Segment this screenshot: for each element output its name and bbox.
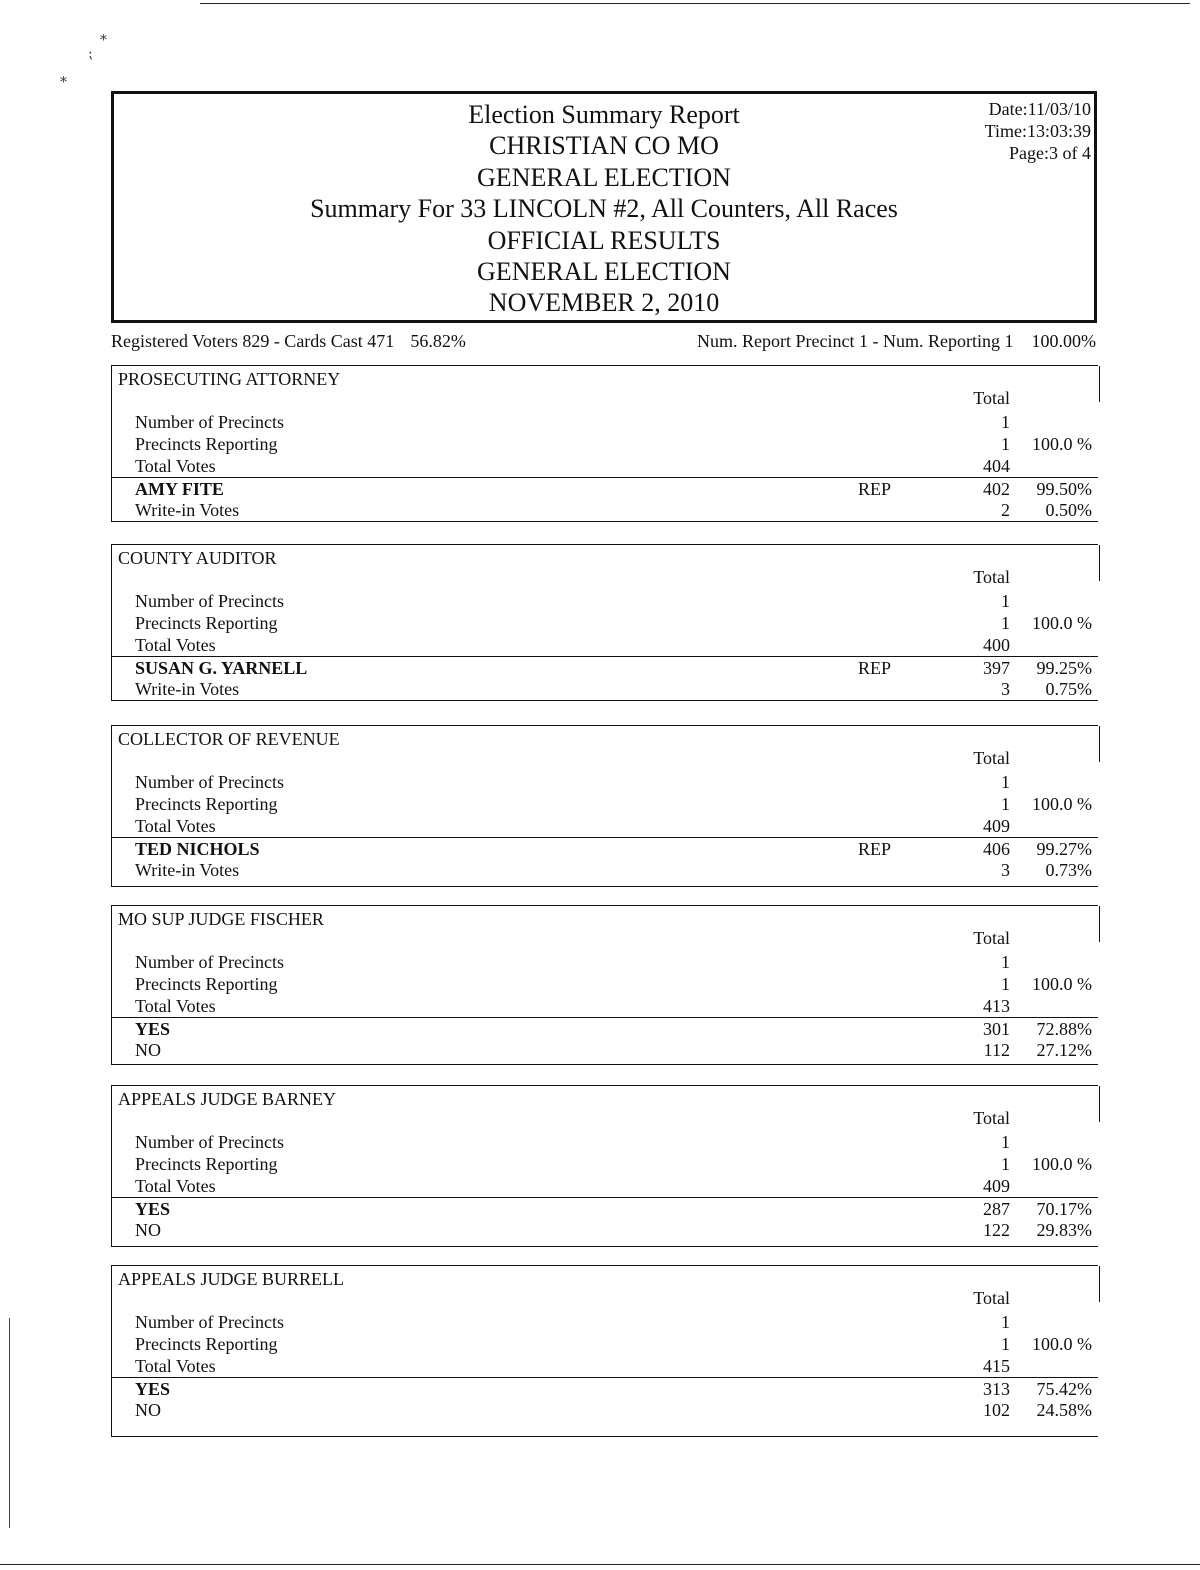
total-votes-label: Total Votes: [135, 996, 216, 1016]
total-votes-label: Total Votes: [135, 456, 216, 476]
precinct-count-label: Number of Precincts: [135, 412, 284, 432]
choice-name: AMY FITE: [135, 479, 224, 499]
choice-row: [112, 837, 1098, 860]
precinct-count-row: [112, 590, 1098, 612]
choice-row: [112, 1197, 1098, 1220]
total-votes: 415: [983, 1356, 1010, 1376]
choice-votes: 402: [983, 479, 1010, 499]
race-title: PROSECUTING ATTORNEY: [118, 369, 341, 389]
race-box-right-edge: [1099, 1266, 1100, 1302]
race-box-right-edge: [1099, 545, 1100, 581]
race-title: APPEALS JUDGE BARNEY: [118, 1089, 337, 1109]
precinct-count: 1: [1001, 772, 1010, 792]
choice-row: [112, 1039, 1098, 1061]
race-box: [111, 725, 1098, 887]
total-votes-label: Total Votes: [135, 1176, 216, 1196]
race-title: COUNTY AUDITOR: [118, 548, 277, 568]
choice-name: YES: [135, 1379, 171, 1399]
precincts-reporting-label: Precincts Reporting: [135, 1154, 278, 1174]
choice-votes: 397: [983, 658, 1010, 678]
precincts-reporting-count: 1: [1001, 1154, 1010, 1174]
scan-bottom-border: [0, 1564, 1200, 1565]
choice-name: Write-in Votes: [135, 860, 240, 880]
choice-pct: 72.88%: [1036, 1019, 1092, 1039]
report-header: [111, 91, 1097, 323]
total-votes-label: Total Votes: [135, 1356, 216, 1376]
precincts-reporting-label: Precincts Reporting: [135, 1334, 278, 1354]
precincts-reporting-row: [112, 973, 1098, 995]
total-column-header: Total: [973, 1288, 1010, 1308]
race-box: [111, 365, 1098, 522]
total-column-header: Total: [973, 928, 1010, 948]
choice-name: Write-in Votes: [135, 679, 240, 699]
precincts-reporting-row: [112, 612, 1098, 634]
total-votes-label: Total Votes: [135, 635, 216, 655]
total-votes-row: [112, 455, 1098, 477]
choice-votes: 3: [1001, 679, 1010, 699]
choice-name: NO: [135, 1220, 161, 1240]
election-type: GENERAL ELECTION: [477, 162, 731, 192]
precinct-count-label: Number of Precincts: [135, 772, 284, 792]
choice-pct: 99.50%: [1036, 479, 1092, 499]
total-votes-label: Total Votes: [135, 816, 216, 836]
choice-row: [112, 1377, 1098, 1400]
precincts-reporting-pct: 100.0 %: [1032, 1154, 1092, 1174]
precincts-reporting-count: 1: [1001, 434, 1010, 454]
choice-row: [112, 859, 1098, 881]
race-box-right-edge: [1099, 1086, 1100, 1122]
precincts-reporting-pct: 100.0 %: [1032, 613, 1092, 633]
choice-name: YES: [135, 1019, 171, 1039]
race-box: [111, 905, 1098, 1065]
reporting-text: Num. Report Precinct 1 - Num. Reporting 1: [697, 331, 1014, 351]
choice-votes: 313: [983, 1379, 1010, 1399]
total-column-header: Total: [973, 748, 1010, 768]
results-status: OFFICIAL RESULTS: [487, 225, 721, 255]
choice-votes: 2: [1001, 500, 1010, 520]
choice-votes: 3: [1001, 860, 1010, 880]
precincts-reporting-label: Precincts Reporting: [135, 794, 278, 814]
report-date: Date:11/03/10: [988, 99, 1091, 119]
choice-row: [112, 656, 1098, 679]
total-votes-row: [112, 634, 1098, 656]
race-box: [111, 1265, 1098, 1437]
choice-pct: 0.75%: [1045, 679, 1092, 699]
precincts-reporting-pct: 100.0 %: [1032, 794, 1092, 814]
choice-name: NO: [135, 1400, 161, 1420]
precinct-count: 1: [1001, 952, 1010, 972]
scan-speck: ⁏: [88, 47, 93, 62]
choice-votes: 112: [983, 1040, 1010, 1060]
report-time: Time:13:03:39: [984, 121, 1091, 141]
total-column-header: Total: [973, 1108, 1010, 1128]
choice-name: YES: [135, 1199, 171, 1219]
race-box-right-edge: [1099, 726, 1100, 762]
registration-summary: [111, 331, 466, 352]
reporting-pct: 100.00%: [1031, 331, 1096, 351]
choice-name: Write-in Votes: [135, 500, 240, 520]
total-votes: 400: [983, 635, 1010, 655]
choice-party: REP: [858, 479, 892, 499]
registered-cast: Registered Voters 829 - Cards Cast 471: [111, 331, 395, 351]
precincts-reporting-label: Precincts Reporting: [135, 974, 278, 994]
scan-speck: ⁎: [100, 29, 107, 44]
precincts-reporting-row: [112, 1153, 1098, 1175]
total-votes-row: [112, 815, 1098, 837]
choice-row: [112, 499, 1098, 521]
precinct-count: 1: [1001, 1132, 1010, 1152]
race-box: [111, 544, 1098, 701]
choice-pct: 29.83%: [1036, 1220, 1092, 1240]
choice-pct: 24.58%: [1036, 1400, 1092, 1420]
race-box-right-edge: [1099, 906, 1100, 942]
precincts-reporting-pct: 100.0 %: [1032, 434, 1092, 454]
choice-pct: 27.12%: [1036, 1040, 1092, 1060]
precinct-count: 1: [1001, 591, 1010, 611]
total-votes-row: [112, 1355, 1098, 1377]
precinct-count-label: Number of Precincts: [135, 1132, 284, 1152]
total-votes: 404: [983, 456, 1010, 476]
page-number: Page:3 of 4: [1009, 143, 1091, 163]
summary-scope: Summary For 33 LINCOLN #2, All Counters, All Races: [310, 194, 898, 224]
scan-left-mark: [9, 1318, 10, 1528]
total-votes-row: [112, 995, 1098, 1017]
precincts-reporting-label: Precincts Reporting: [135, 434, 278, 454]
choice-pct: 75.42%: [1036, 1379, 1092, 1399]
total-votes: 409: [983, 816, 1010, 836]
precinct-count: 1: [1001, 1312, 1010, 1332]
precinct-count-label: Number of Precincts: [135, 591, 284, 611]
total-votes: 409: [983, 1176, 1010, 1196]
scan-top-border: [200, 3, 1190, 4]
precinct-count-row: [112, 1311, 1098, 1333]
jurisdiction: CHRISTIAN CO MO: [489, 131, 719, 161]
turnout-pct: 56.82%: [410, 331, 466, 351]
choice-pct: 99.27%: [1036, 839, 1092, 859]
choice-name: TED NICHOLS: [135, 839, 260, 859]
precincts-reporting-count: 1: [1001, 794, 1010, 814]
choice-votes: 406: [983, 839, 1010, 859]
precinct-count-row: [112, 951, 1098, 973]
precincts-reporting-count: 1: [1001, 613, 1010, 633]
choice-pct: 99.25%: [1036, 658, 1092, 678]
precincts-reporting-count: 1: [1001, 1334, 1010, 1354]
scan-speck: ⁎: [60, 71, 67, 86]
choice-row: [112, 1399, 1098, 1421]
race-box-right-edge: [1099, 366, 1100, 402]
precinct-count: 1: [1001, 412, 1010, 432]
reporting-summary: [697, 331, 1096, 352]
report-title: Election Summary Report: [468, 100, 740, 129]
election-date: NOVEMBER 2, 2010: [488, 288, 720, 318]
race-box: [111, 1085, 1098, 1247]
choice-votes: 287: [983, 1199, 1010, 1219]
total-votes-row: [112, 1175, 1098, 1197]
race-title: MO SUP JUDGE FISCHER: [118, 909, 324, 929]
choice-party: REP: [858, 839, 892, 859]
total-column-header: Total: [973, 388, 1010, 408]
precincts-reporting-label: Precincts Reporting: [135, 613, 278, 633]
precinct-count-row: [112, 411, 1098, 433]
precincts-reporting-pct: 100.0 %: [1032, 974, 1092, 994]
report-title-block: [114, 99, 1094, 319]
choice-party: REP: [858, 658, 892, 678]
total-column-header: Total: [973, 567, 1010, 587]
precinct-count-row: [112, 771, 1098, 793]
precinct-count-label: Number of Precincts: [135, 952, 284, 972]
precincts-reporting-pct: 100.0 %: [1032, 1334, 1092, 1354]
choice-pct: 70.17%: [1036, 1199, 1092, 1219]
choice-votes: 122: [983, 1220, 1010, 1240]
choice-row: [112, 678, 1098, 700]
total-votes: 413: [983, 996, 1010, 1016]
precinct-count-row: [112, 1131, 1098, 1153]
choice-votes: 102: [983, 1400, 1010, 1420]
election-type-repeat: GENERAL ELECTION: [477, 257, 731, 287]
choice-pct: 0.50%: [1045, 500, 1092, 520]
race-title: APPEALS JUDGE BURRELL: [118, 1269, 345, 1289]
choice-row: [112, 1017, 1098, 1040]
precincts-reporting-row: [112, 1333, 1098, 1355]
report-meta: [985, 98, 1091, 164]
choice-row: [112, 477, 1098, 500]
choice-row: [112, 1219, 1098, 1241]
precinct-count-label: Number of Precincts: [135, 1312, 284, 1332]
precincts-reporting-count: 1: [1001, 974, 1010, 994]
choice-votes: 301: [983, 1019, 1010, 1039]
choice-name: SUSAN G. YARNELL: [135, 658, 308, 678]
race-title: COLLECTOR OF REVENUE: [118, 729, 340, 749]
precincts-reporting-row: [112, 433, 1098, 455]
choice-pct: 0.73%: [1045, 860, 1092, 880]
choice-name: NO: [135, 1040, 161, 1060]
precincts-reporting-row: [112, 793, 1098, 815]
